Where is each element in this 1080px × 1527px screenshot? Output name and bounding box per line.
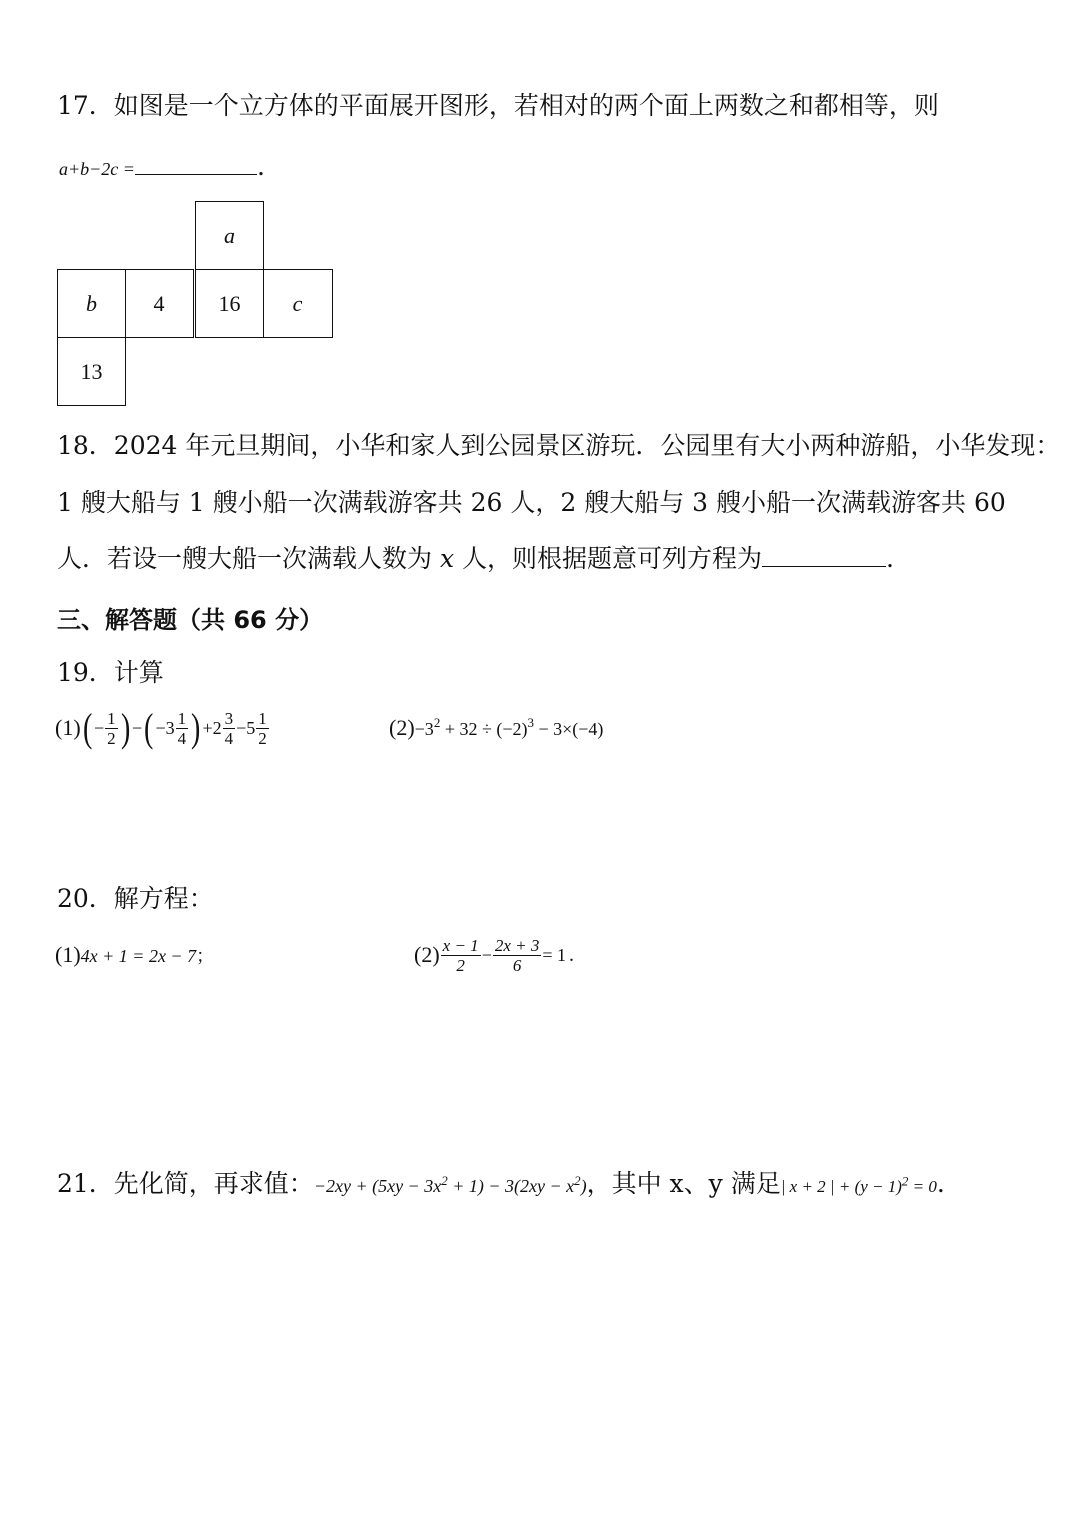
q21-condition: | x + 2 | + $(y - 1)^2 = 0$ [780,1173,937,1196]
q18-text-line2: 1 艘大船与 1 艘小船一次满载游客共 26 人，2 艘大船与 3 艘小船一次满载游客共 60 [57,488,1006,517]
q19-p1-fraction2: $\frac{1}{4}$ [177,708,187,748]
q18-line3-pre: 人．若设一艘大船一次满载人数为 [57,544,433,573]
q20-p2-fraction2: $\frac{2x + 3}{6}$ [494,935,540,975]
q18-text-line1: 18．2024 年元旦期间，小华和家人到公园景区游玩．公园里有大小两种游船，小华发现： [57,431,1061,460]
q19-p1-fraction1: $\frac{1}{2}$ [107,708,116,748]
q21-expression: $-2xy + (5xy - 3x^2 + 1) - 3(2xy - x^2)$ [313,1173,587,1196]
q20-p2-fraction1: $\frac{x - 1}{2}$ [442,935,479,975]
q19-part1: (1) ( − $\frac{1}{2}$ ) − ( −3 $\frac{1}{4}$ ) +2 $\frac{3}{4}$ −5 $\frac{1}{2}$ [55,705,267,750]
net-cell-16: 16 [195,269,264,338]
q18-answer-blank [762,544,886,567]
q20-part2: (2) $\frac{x - 1}{2}$ − $\frac{2x + 3}{6}$ = 1 . [414,935,575,975]
q17-expression: a+b−2c = [59,159,135,179]
q19-p1-fraction3: $\frac{3}{4}$ [224,708,234,748]
q20-title: 20．解方程： [57,884,214,913]
q17-text-line1: 17．如图是一个立方体的平面展开图形，若相对的两个面上两数之和都相等，则 [57,91,939,120]
q18-text-line3 [57,542,894,576]
net-cell-a: a [195,201,264,270]
q17-period: . [256,152,265,181]
section-heading: 三、解答题（共 66 分） [57,606,324,634]
q19-p1-fraction4: $\frac{1}{2}$ [258,708,267,748]
q21-pre: 21．先化简，再求值： [57,1169,314,1198]
q18-line3-post: 人，则根据题意可列方程为 [462,544,763,573]
q19-p2-label: (2) [389,715,415,740]
net-cell-c: c [263,269,333,338]
q18-variable: x [439,544,455,573]
q17-answer-blank [135,152,257,175]
q17-answer-line [59,150,265,184]
net-cell-4: 4 [125,269,194,338]
net-cell-13: 13 [57,337,126,406]
q20-part1: (1)4x + 1 = 2x − 7； [55,942,215,967]
q19-p1-label: (1) [55,715,81,740]
net-cell-b: b [57,269,126,338]
q21-mid: ，其中 x、y 满足 [586,1169,781,1198]
q21-period: . [936,1169,945,1198]
q19-title: 19．计算 [57,658,164,687]
q18-period: . [886,544,894,573]
q19-part2: $(2)-3^2 + 32 \div (-2)^3 - 3\times(-4)$ [389,715,604,740]
q21-line [57,1164,945,1204]
